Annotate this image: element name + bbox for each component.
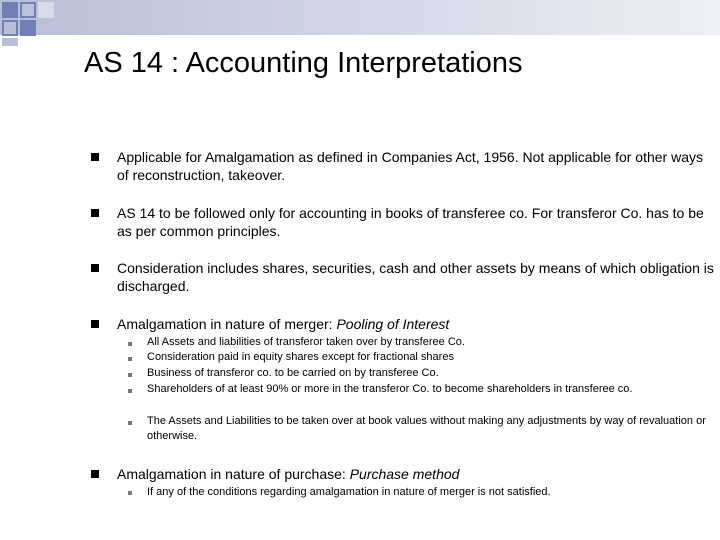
small-square-bullet-icon [128,389,132,393]
method-name: Purchase method [349,466,460,482]
square-bullet-icon [91,209,99,217]
bullet-item: AS 14 to be followed only for accounting in books of transferee co. For transferor Co. has to be as per common principles. [117,205,704,239]
square-bullet-icon [91,320,99,328]
bullet-text: Amalgamation in nature of purchase: [117,466,350,482]
sub-item: The Assets and Liabilities to be taken over at book values without making any adjustments by way of revaluation or otherwise. [147,415,706,442]
bullet-item: Applicable for Amalgamation as defined in Companies Act, 1956. Not applicable for other ways of reconstruction, takeover. [117,149,704,183]
method-name: Pooling of Interest [336,316,450,332]
square-bullet-icon [91,153,99,161]
sub-item: Shareholders of at least 90% or more in the transferor Co. to become shareholders in transferee co. [147,383,633,395]
slide-title: AS 14 : Accounting Interpretations [84,47,523,79]
bullet-item [117,315,717,333]
sub-item: Consideration paid in equity shares except for fractional shares [147,351,454,363]
sub-item: If any of the conditions regarding amalgamation in nature of merger is not satisfied. [147,486,551,498]
sub-item: Business of transferor co. to be carried on by transferee Co. [147,367,439,379]
header-band [0,0,720,35]
small-square-bullet-icon [128,342,132,346]
bullet-text: Amalgamation in nature of merger: [117,316,337,332]
square-bullet-icon [91,264,99,272]
bullet-item: Consideration includes shares, securities, cash and other assets by means of which obligation is discharged. [117,260,714,294]
small-square-bullet-icon [128,491,132,495]
decorative-squares [0,0,60,48]
small-square-bullet-icon [128,357,132,361]
sub-item: All Assets and liabilities of transferor taken over by transferee Co. [147,336,465,348]
small-square-bullet-icon [128,373,132,377]
small-square-bullet-icon [128,421,132,425]
bullet-item [117,465,717,483]
square-bullet-icon [91,470,99,478]
